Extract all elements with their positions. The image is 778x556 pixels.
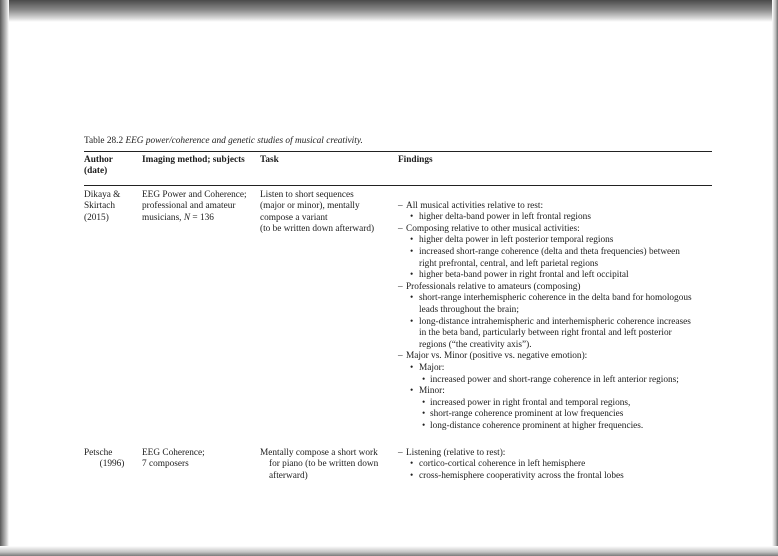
method-line: professional and amateur (142, 201, 236, 212)
header-author-line: (date) (84, 166, 108, 177)
finding-item (398, 270, 712, 282)
finding-text: increased short-range coherence (delta and theta frequencies) between (419, 246, 680, 257)
bullet-marker: • (422, 409, 426, 420)
finding-item (398, 224, 712, 236)
scan-shadow-top (0, 0, 778, 22)
sample-size-value: = 136 (190, 212, 214, 223)
task-line: for piano (to be written down (269, 459, 379, 470)
table-header-row (84, 152, 712, 183)
bullet-marker: • (410, 386, 414, 397)
finding-item (398, 340, 712, 352)
bullet-marker: • (410, 470, 414, 481)
task-line: afterward) (269, 470, 308, 481)
author-line: (1996) (99, 459, 125, 470)
bullet-marker: • (422, 420, 426, 431)
bullet-marker: • (410, 212, 414, 223)
finding-text: higher beta-band power in right frontal and left occipital (419, 270, 629, 281)
method-line (142, 213, 258, 225)
scan-shadow-bottom (0, 546, 778, 556)
dash-marker: – (398, 281, 403, 292)
dash-marker: – (398, 200, 403, 211)
row-method (142, 448, 258, 471)
row-author (84, 190, 140, 225)
scan-shadow-left (0, 0, 9, 556)
header-task: Task (260, 154, 279, 165)
table-caption (84, 136, 712, 148)
author-line: Petsche (84, 447, 113, 458)
finding-text: in the beta band, particularly between right frontal and left posterior (419, 328, 672, 339)
finding-item (398, 282, 712, 294)
bullet-marker: • (410, 459, 414, 470)
finding-text: Listening (relative to rest): (406, 447, 506, 458)
table-row (84, 448, 712, 492)
finding-text: short-range coherence prominent at low frequencies (430, 409, 624, 420)
bullet-marker: • (410, 362, 414, 373)
dash-marker: – (398, 351, 403, 362)
bullet-marker: • (410, 316, 414, 327)
finding-item (398, 409, 712, 421)
method-line: 7 composers (142, 459, 189, 470)
finding-item (398, 448, 712, 460)
finding-text: long-distance intrahemispheric and interhemispheric coherence increases (419, 316, 691, 327)
finding-item (398, 351, 712, 363)
task-line: Listen to short sequences (260, 189, 354, 200)
finding-text: higher delta-band power in left frontal regions (419, 212, 591, 223)
table-row (84, 190, 712, 448)
bullet-marker: • (410, 246, 414, 257)
finding-item (398, 247, 712, 259)
finding-item (398, 363, 712, 375)
finding-text: increased power in right frontal and temporal regions, (430, 397, 631, 408)
dash-marker: – (398, 447, 403, 458)
task-line: Mentally compose a short work (260, 447, 378, 458)
finding-text: cross-hemisphere cooperativity across the frontal lobes (419, 470, 624, 481)
author-line: Skirtach (84, 201, 115, 212)
author-line: Dikaya & (84, 189, 121, 200)
finding-item (398, 212, 712, 224)
bullet-marker: • (410, 270, 414, 281)
finding-item (398, 398, 712, 410)
finding-text: increased power and short-range coherence in left anterior regions; (430, 374, 679, 385)
finding-item (398, 293, 712, 305)
finding-item (398, 471, 712, 483)
table-title: EEG power/coherence and genetic studies of musical creativity. (125, 136, 363, 146)
header-findings: Findings (398, 154, 433, 165)
bullet-marker: • (422, 397, 426, 408)
bullet-marker: • (410, 293, 414, 304)
task-line: (major or minor), mentally (260, 201, 360, 212)
finding-text: leads throughout the brain; (419, 304, 519, 315)
table-28-2 (84, 136, 712, 492)
method-text: musicians, (142, 212, 184, 223)
finding-text: Minor: (419, 386, 445, 397)
finding-text: long-distance coherence prominent at higher frequencies. (430, 420, 644, 431)
header-author-line: Author (84, 154, 113, 165)
finding-item (398, 259, 712, 271)
header-method: Imaging method; subjects (142, 154, 245, 165)
table-header-rule (84, 185, 712, 186)
row-author (84, 448, 140, 471)
finding-item (398, 386, 712, 398)
finding-item (398, 459, 712, 471)
table-number: Table 28.2 (84, 136, 124, 146)
finding-item (398, 235, 712, 247)
finding-item (398, 317, 712, 329)
header-author (84, 155, 140, 178)
method-line: EEG Coherence; (142, 447, 205, 458)
finding-text: regions (“the creativity axis”). (419, 339, 532, 350)
finding-item (398, 328, 712, 340)
finding-text: cortico-cortical coherence in left hemisphere (419, 459, 586, 470)
author-line: (2015) (84, 212, 109, 223)
finding-text: Major vs. Minor (positive vs. negative emotion): (406, 351, 588, 362)
task-line: (to be written down afterward) (260, 224, 375, 235)
dash-marker: – (398, 223, 403, 234)
finding-item (398, 421, 712, 433)
finding-text: short-range interhemispheric coherence in the delta band for homologous (419, 293, 692, 304)
method-line: EEG Power and Coherence; (142, 189, 247, 200)
scan-shadow-right (772, 0, 778, 556)
sample-size-symbol: N (183, 212, 191, 223)
finding-text: Composing relative to other musical activities: (406, 223, 580, 234)
finding-item (398, 375, 712, 387)
finding-item (398, 201, 712, 213)
bullet-marker: • (422, 374, 426, 385)
finding-item (398, 305, 712, 317)
task-line: compose a variant (260, 212, 328, 223)
row-task (260, 190, 392, 236)
bullet-marker: • (410, 235, 414, 246)
row-method (142, 190, 258, 225)
finding-text: right prefrontal, central, and left parietal regions (419, 258, 599, 269)
row-findings (398, 448, 712, 483)
finding-text: Major: (419, 362, 445, 373)
row-task (260, 448, 392, 483)
finding-text: All musical activities relative to rest: (406, 200, 544, 211)
finding-text: higher delta power in left posterior temporal regions (419, 235, 614, 246)
finding-text: Professionals relative to amateurs (composing) (406, 281, 581, 292)
row-findings (398, 201, 712, 433)
